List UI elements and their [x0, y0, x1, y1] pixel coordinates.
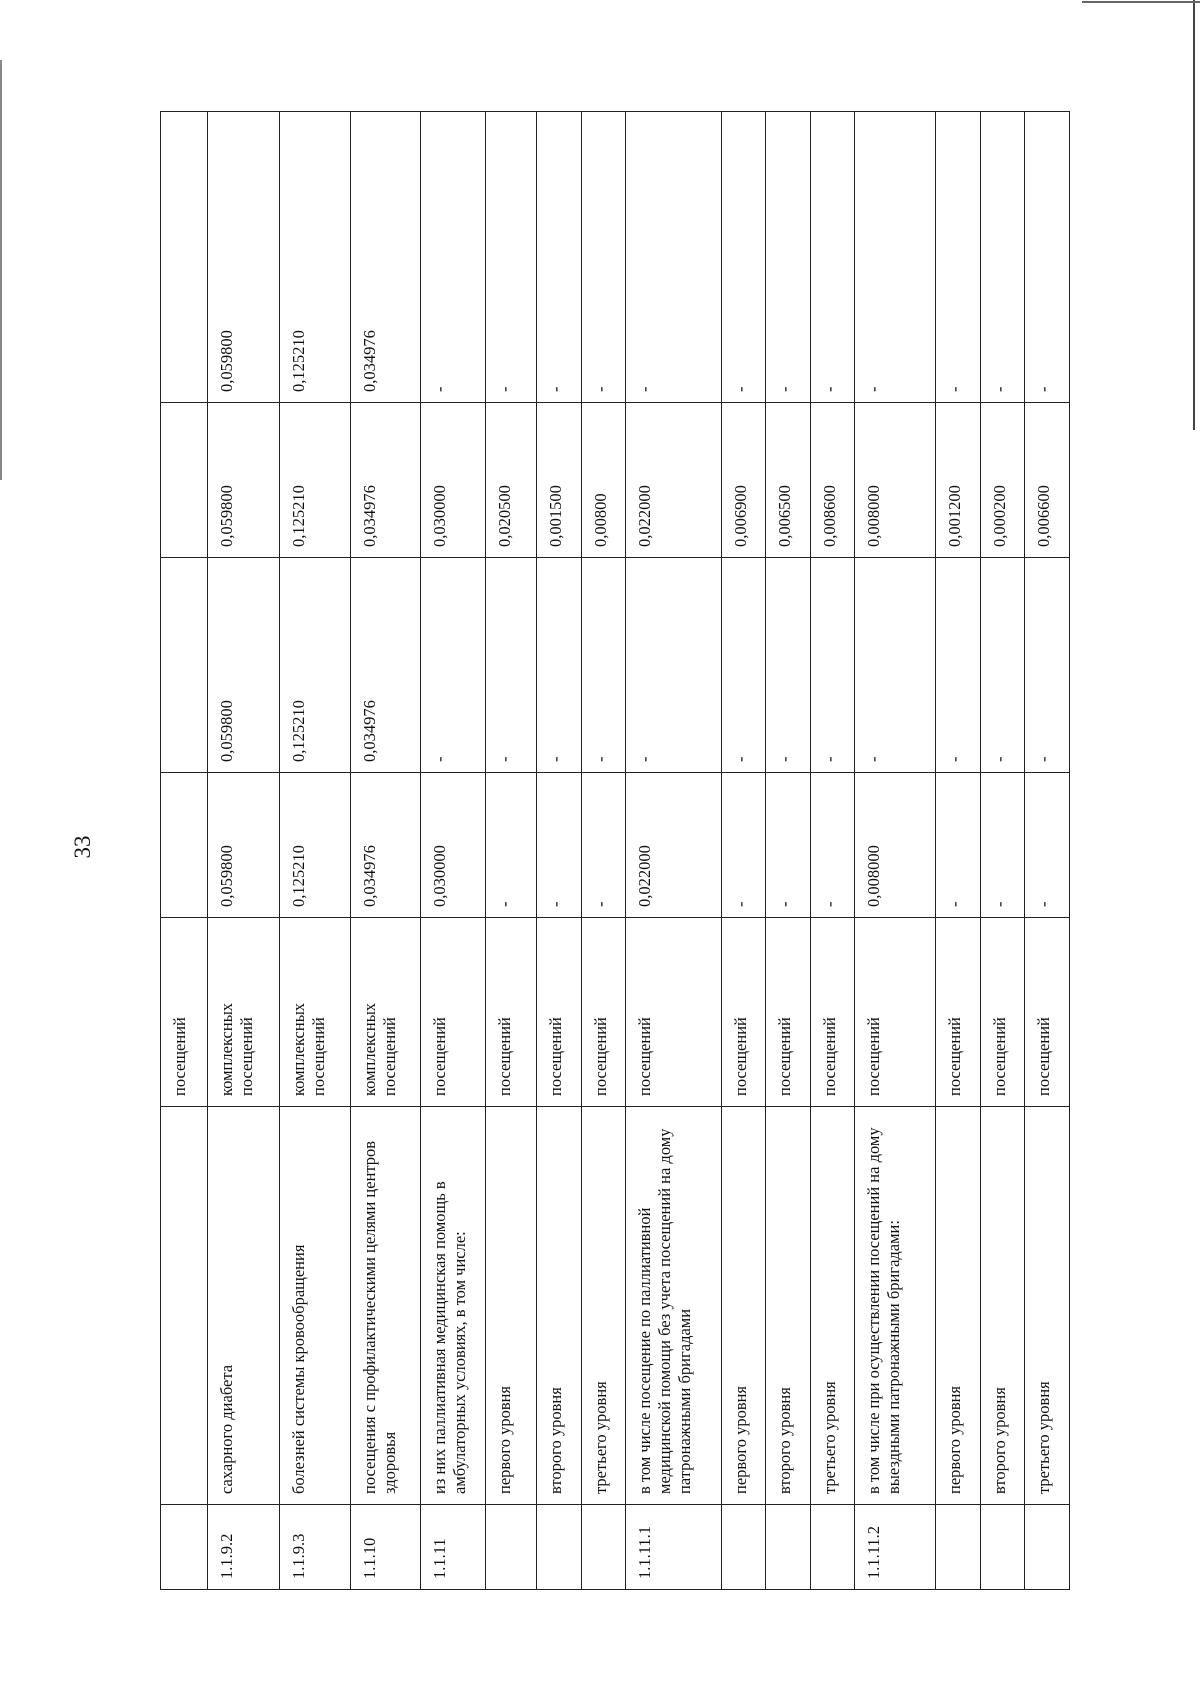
table-cell-name: первого уровня	[721, 1107, 766, 1505]
table-cell-value-2: -	[766, 558, 811, 773]
table-cell-code	[161, 1505, 208, 1590]
table-row	[421, 112, 486, 1590]
table-cell-value-1	[161, 773, 208, 918]
scan-edge-right	[1193, 0, 1195, 430]
table-row	[351, 112, 421, 1590]
table-cell-name: в том числе посещение по паллиативной медицинской помощи без учета посещений на дому патронажными бригадами	[626, 1107, 722, 1505]
table-row	[936, 112, 981, 1590]
table-row	[855, 112, 936, 1590]
table-row	[485, 112, 536, 1590]
table-cell-value-2: -	[980, 558, 1025, 773]
table-cell-value-3	[161, 403, 208, 558]
table-cell-code: 1.1.9.2	[207, 1505, 279, 1590]
table-cell-value-4: -	[855, 112, 936, 403]
table-cell-value-3: 0,030000	[421, 403, 486, 558]
indicators-table	[160, 111, 1070, 1590]
table-cell-value-1: 0,030000	[421, 773, 486, 918]
table-cell-name: в том числе при осуществлении посещений на дому выездными патронажными бригадами:	[855, 1107, 936, 1505]
table-cell-value-4: -	[936, 112, 981, 403]
table-row	[1025, 112, 1070, 1590]
table-row	[280, 112, 351, 1590]
table-cell-value-4: -	[810, 112, 855, 403]
table-cell-value-3: 0,006900	[721, 403, 766, 558]
table-cell-code	[810, 1505, 855, 1590]
table-cell-value-2: 0,059800	[207, 558, 279, 773]
scan-edge-top	[1082, 1, 1200, 3]
table-cell-unit: посещений	[626, 918, 722, 1107]
table-cell-value-4: -	[1025, 112, 1070, 403]
table-cell-unit: посещений	[537, 918, 582, 1107]
table-cell-value-4: -	[766, 112, 811, 403]
table-cell-value-4: -	[537, 112, 582, 403]
table-cell-value-1: -	[485, 773, 536, 918]
table-cell-code: 1.1.10	[351, 1505, 421, 1590]
table-cell-value-2: -	[485, 558, 536, 773]
table-cell-value-4: -	[581, 112, 626, 403]
table-cell-value-1: -	[936, 773, 981, 918]
table-cell-value-3: 0,059800	[207, 403, 279, 558]
table-cell-value-1: 0,034976	[351, 773, 421, 918]
table-cell-value-2: 0,034976	[351, 558, 421, 773]
table-cell-value-3: 0,001500	[537, 403, 582, 558]
table-cell-name: первого уровня	[936, 1107, 981, 1505]
table-cell-name: болезней системы кровообращения	[280, 1107, 351, 1505]
table-cell-value-2: -	[537, 558, 582, 773]
table-cell-value-3: 0,034976	[351, 403, 421, 558]
table-cell-code	[485, 1505, 536, 1590]
table-body	[161, 112, 1070, 1590]
table-cell-value-4: -	[421, 112, 486, 403]
table-cell-unit: посещений	[980, 918, 1025, 1107]
table-cell-value-3: 0,020500	[485, 403, 536, 558]
table-cell-code	[537, 1505, 582, 1590]
table-cell-value-1: -	[980, 773, 1025, 918]
table-cell-code: 1.1.11.2	[855, 1505, 936, 1590]
table-cell-value-1: -	[810, 773, 855, 918]
rotated-page-content	[160, 112, 1070, 1590]
table-cell-code	[766, 1505, 811, 1590]
table-cell-value-3: 0,022000	[626, 403, 722, 558]
table-cell-value-4: 0,125210	[280, 112, 351, 403]
table-cell-code: 1.1.9.3	[280, 1505, 351, 1590]
table-cell-name	[161, 1107, 208, 1505]
table-cell-name: третьего уровня	[1025, 1107, 1070, 1505]
table-cell-value-1: -	[537, 773, 582, 918]
page-number: 33	[70, 835, 95, 859]
table-cell-value-1: 0,022000	[626, 773, 722, 918]
table-cell-value-4: -	[485, 112, 536, 403]
table-cell-value-2: -	[421, 558, 486, 773]
table-cell-name: второго уровня	[980, 1107, 1025, 1505]
table-cell-value-1: -	[1025, 773, 1070, 918]
table-cell-value-2: -	[855, 558, 936, 773]
table-cell-name: третьего уровня	[581, 1107, 626, 1505]
table-cell-value-1: 0,125210	[280, 773, 351, 918]
table-cell-value-1: 0,059800	[207, 773, 279, 918]
table-cell-name: третьего уровня	[810, 1107, 855, 1505]
table-cell-name: посещения с профилактическими целями центров здоровья	[351, 1107, 421, 1505]
table-cell-unit: посещений	[810, 918, 855, 1107]
table-cell-unit: посещений	[485, 918, 536, 1107]
table-cell-name: второго уровня	[766, 1107, 811, 1505]
table-cell-value-1: -	[581, 773, 626, 918]
table-cell-unit: посещений	[161, 918, 208, 1107]
table-cell-value-3: 0,006600	[1025, 403, 1070, 558]
table-cell-value-1: -	[766, 773, 811, 918]
table-cell-value-2: 0,125210	[280, 558, 351, 773]
table-row	[626, 112, 722, 1590]
table-row	[207, 112, 279, 1590]
table-cell-value-3: 0,006500	[766, 403, 811, 558]
table-cell-value-3: 0,125210	[280, 403, 351, 558]
table-cell-value-2: -	[721, 558, 766, 773]
table-cell-unit: посещений	[855, 918, 936, 1107]
table-cell-code: 1.1.11.1	[626, 1505, 722, 1590]
table-cell-code	[936, 1505, 981, 1590]
table-cell-value-2: -	[626, 558, 722, 773]
table-cell-value-2: -	[1025, 558, 1070, 773]
table-row	[721, 112, 766, 1590]
table-cell-unit: комплексных посещений	[280, 918, 351, 1107]
table-cell-unit: посещений	[721, 918, 766, 1107]
table-cell-value-4: -	[721, 112, 766, 403]
table-row	[980, 112, 1025, 1590]
table-row	[537, 112, 582, 1590]
table-row	[581, 112, 626, 1590]
table-cell-name: второго уровня	[537, 1107, 582, 1505]
table-cell-value-4	[161, 112, 208, 403]
table-cell-value-2: -	[936, 558, 981, 773]
table-row	[161, 112, 208, 1590]
table-cell-value-3: 0,00800	[581, 403, 626, 558]
table-cell-name: сахарного диабета	[207, 1107, 279, 1505]
table-cell-unit: посещений	[581, 918, 626, 1107]
scan-edge-left	[0, 60, 2, 480]
table-cell-value-2: -	[581, 558, 626, 773]
table-cell-unit: посещений	[766, 918, 811, 1107]
table-cell-unit: посещений	[421, 918, 486, 1107]
table-row	[810, 112, 855, 1590]
table-row	[766, 112, 811, 1590]
table-cell-name: первого уровня	[485, 1107, 536, 1505]
table-cell-value-3: 0,008600	[810, 403, 855, 558]
table-cell-code	[581, 1505, 626, 1590]
table-cell-code	[980, 1505, 1025, 1590]
table-cell-value-1: -	[721, 773, 766, 918]
table-cell-code	[1025, 1505, 1070, 1590]
table-cell-value-2	[161, 558, 208, 773]
table-cell-unit: посещений	[1025, 918, 1070, 1107]
table-cell-value-3: 0,001200	[936, 403, 981, 558]
table-cell-value-4: 0,059800	[207, 112, 279, 403]
table-cell-value-4: 0,034976	[351, 112, 421, 403]
table-cell-value-3: 0,000200	[980, 403, 1025, 558]
table-cell-unit: комплексных посещений	[351, 918, 421, 1107]
table-cell-name: из них паллиативная медицинская помощь в амбулаторных условиях, в том числе:	[421, 1107, 486, 1505]
table-cell-value-4: -	[626, 112, 722, 403]
table-cell-value-2: -	[810, 558, 855, 773]
table-cell-code: 1.1.11	[421, 1505, 486, 1590]
table-cell-unit: посещений	[936, 918, 981, 1107]
table-cell-code	[721, 1505, 766, 1590]
table-cell-value-4: -	[980, 112, 1025, 403]
table-cell-value-1: 0,008000	[855, 773, 936, 918]
table-cell-value-3: 0,008000	[855, 403, 936, 558]
table-cell-unit: комплексных посещений	[207, 918, 279, 1107]
